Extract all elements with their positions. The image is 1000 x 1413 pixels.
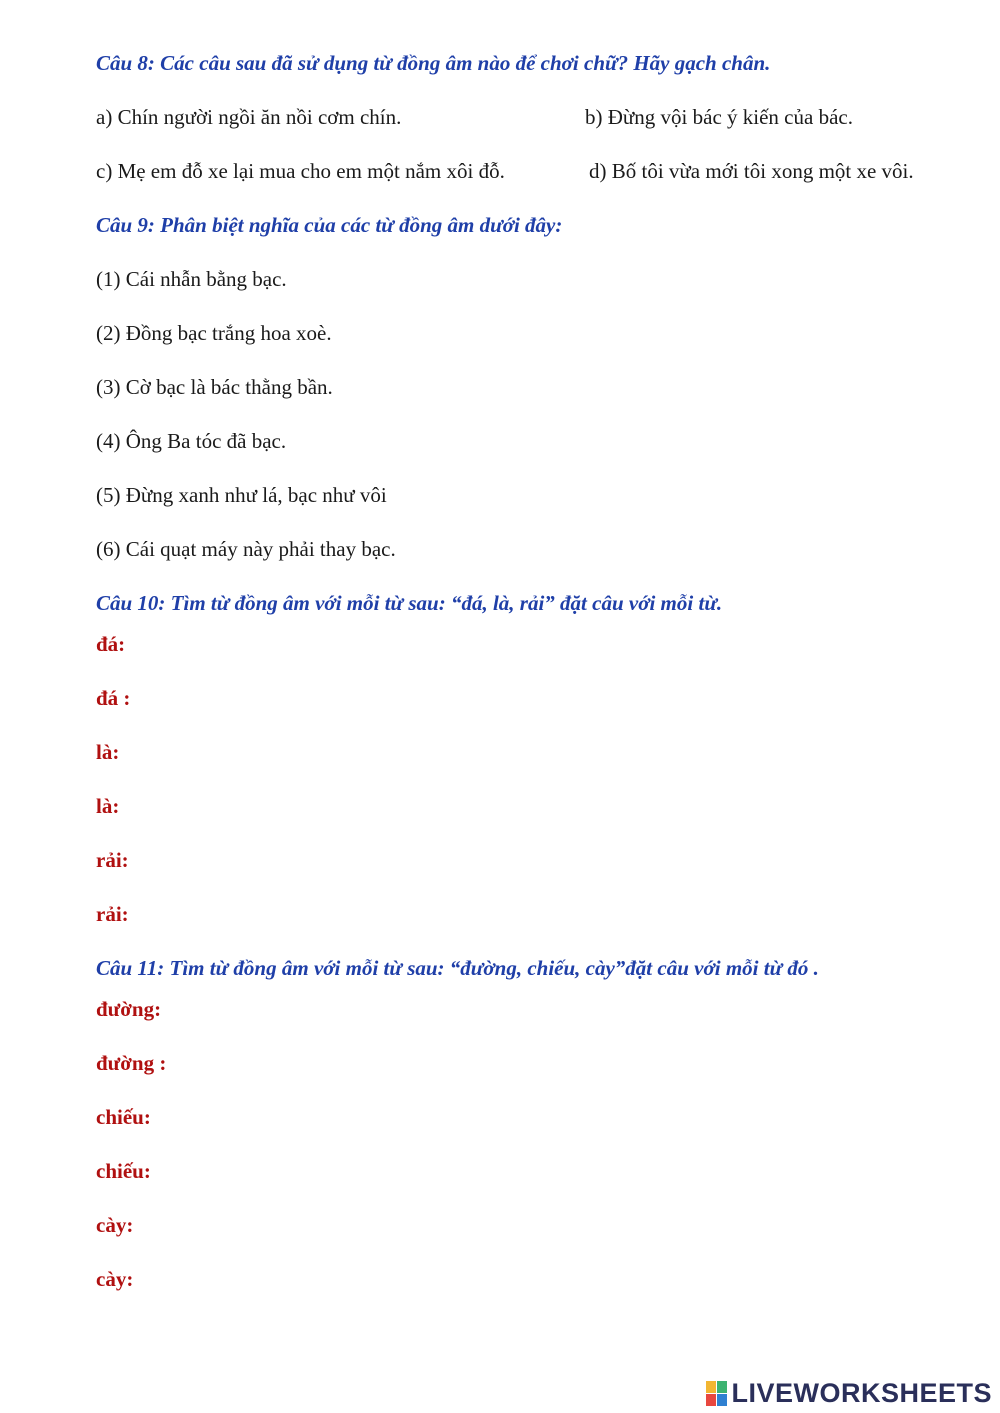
q8-option-a: a) Chín người ngồi ăn nồi cơm chín. [96,105,402,129]
answer-row [96,996,873,1024]
answer-label: đá : [96,686,131,710]
answer-label: cày: [96,1213,134,1237]
answer-row [96,1212,845,1240]
answer-row [96,1158,863,1186]
answer-label: đường: [96,997,162,1021]
answer-label: là: [96,740,120,764]
answer-row [96,847,841,875]
answer-label: chiếu: [96,1105,151,1129]
answer-input[interactable] [138,687,842,713]
answer-label: chiếu: [96,1159,151,1183]
answer-row [96,631,837,659]
question-8-title: Câu 8: Các câu sau đã sử dụng từ đồng âm nào để chơi chữ? Hãy gạch chân. [96,51,771,75]
q8-option-b: b) Đừng vội bác ý kiến của bác. [585,105,853,129]
answer-label: đá: [96,632,126,656]
answer-input[interactable] [127,741,831,767]
q9-item: (3) Cờ bạc là bác thằng bần. [96,375,333,399]
answer-row [96,1050,878,1078]
answer-label: rải: [96,848,129,872]
answer-input[interactable] [141,1268,845,1294]
brand-name: LIVEWORKSHEETS [731,1377,992,1408]
q8-option-c: c) Mẹ em đỗ xe lại mua cho em một nắm xôi đỗ. [96,159,505,183]
answer-row [96,739,831,767]
answer-row [96,793,831,821]
question-10-title: Câu 10: Tìm từ đồng âm với mỗi từ sau: “đá, là, rải” đặt câu với mỗi từ. [96,591,723,615]
answer-label: rải: [96,902,129,926]
q9-item: (1) Cái nhẫn bằng bạc. [96,267,287,291]
question-11-title: Câu 11: Tìm từ đồng âm với mỗi từ sau: “đường, chiếu, cày”đặt câu với mỗi từ đó . [96,956,819,980]
liveworksheets-logo[interactable] [706,1378,992,1408]
question-9-title: Câu 9: Phân biệt nghĩa của các từ đồng âm dưới đây: [96,213,563,237]
q9-item: (2) Đồng bạc trắng hoa xoè. [96,321,332,345]
answer-input[interactable] [141,1214,845,1240]
answer-input[interactable] [159,1106,863,1132]
liveworksheets-logo-icon [706,1381,727,1406]
q9-item: (6) Cái quạt máy này phải thay bạc. [96,537,396,561]
answer-label: đường : [96,1051,167,1075]
answer-input[interactable] [127,795,831,821]
q9-item: (5) Đừng xanh như lá, bạc như vôi [96,483,387,507]
answer-input[interactable] [137,849,841,875]
q9-item: (4) Ông Ba tóc đã bạc. [96,429,287,453]
answer-label: cày: [96,1267,134,1291]
answer-input[interactable] [174,1052,878,1078]
answer-row [96,685,842,713]
answer-input[interactable] [169,998,873,1024]
answer-input[interactable] [159,1160,863,1186]
answer-row [96,901,841,929]
q8-option-d: d) Bố tôi vừa mới tôi xong một xe vôi. [589,159,914,183]
answer-row [96,1104,863,1132]
answer-row [96,1266,845,1294]
answer-input[interactable] [137,903,841,929]
answer-input[interactable] [133,633,837,659]
answer-label: là: [96,794,120,818]
